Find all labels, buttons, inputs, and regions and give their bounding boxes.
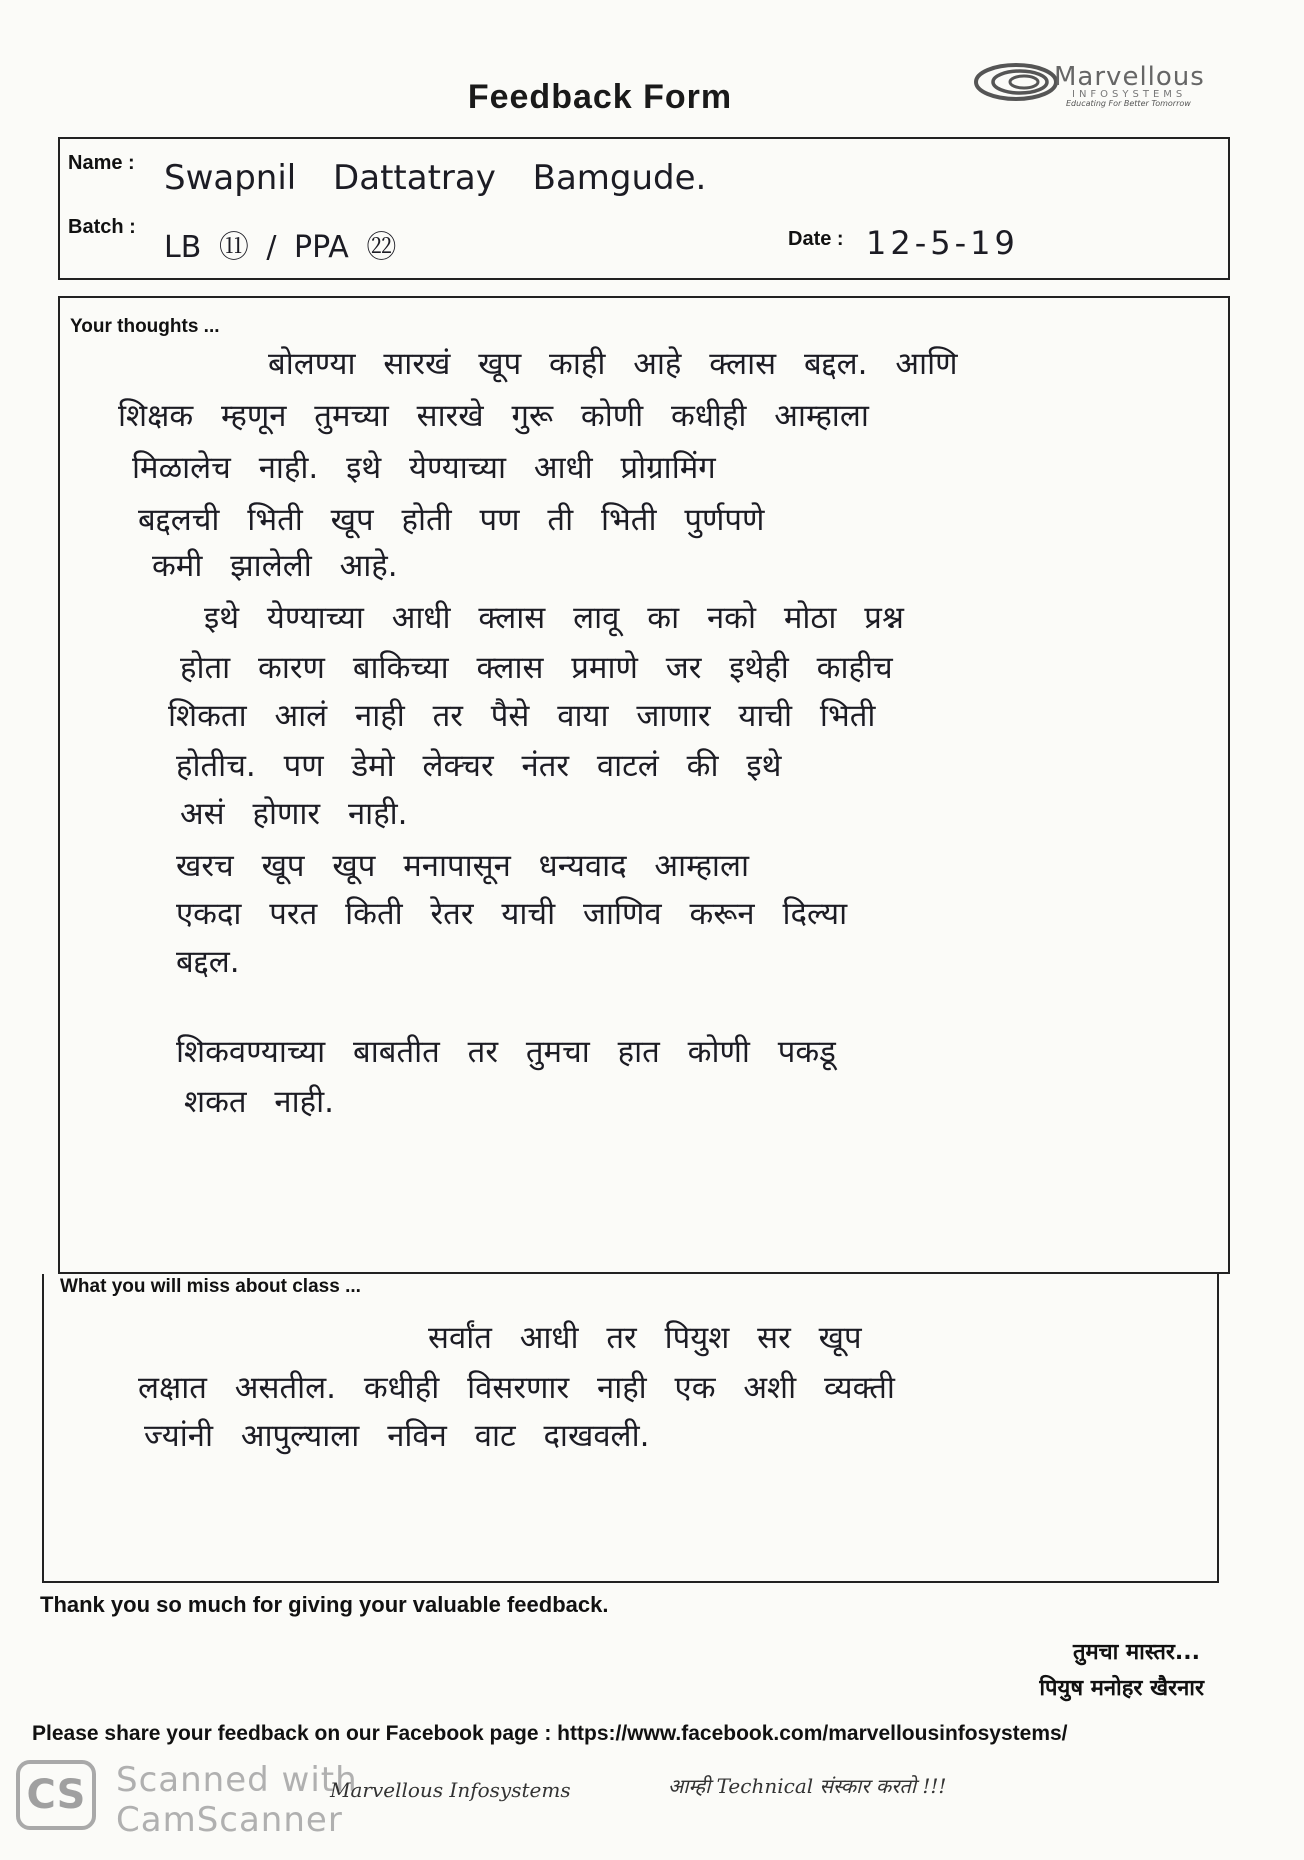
date-label: Date : [788, 228, 844, 250]
name-label: Name : [68, 152, 135, 174]
name-value: Swapnil Dattatray Bamgude. [164, 158, 707, 198]
marvellous-logo [972, 58, 1272, 108]
logo-brand: Marvellous [1054, 62, 1205, 92]
thought-line: कमी झालेली आहे. [152, 548, 398, 584]
facebook-share-text: Please share your feedback on our Facebook page : https://www.facebook.com/marvellousinfosystems/ [32, 1722, 1068, 1745]
thought-line: शिक्षक म्हणून तुमच्या सारखे गुरू कोणी कधीही आम्हाला [118, 398, 869, 434]
thought-line: बद्दलची भिती खूप होती पण ती भिती पुर्णपणे [138, 502, 765, 538]
thought-line: बोलण्या सारखं खूप काही आहे क्लास बद्दल. आणि [268, 346, 958, 382]
thought-line: असं होणार नाही. [180, 796, 408, 832]
batch-label: Batch : [68, 216, 136, 238]
thought-line: इथे येण्याच्या आधी क्लास लावू का नको मोठा प्रश्न [204, 600, 904, 636]
logo-tagline: Educating For Better Tomorrow [1066, 99, 1191, 108]
thought-line: एकदा परत किती रेतर याची जाणिव करून दिल्या [176, 896, 848, 932]
camscanner-watermark [116, 1760, 358, 1840]
thought-line: शकत नाही. [184, 1084, 334, 1120]
thought-line: होता कारण बाकिच्या क्लास प्रमाणे जर इथेही काहीच [180, 650, 893, 686]
footnote-right: आम्ही Technical संस्कार करतो !!! [668, 1774, 947, 1798]
thought-line: मिळालेच नाही. इथे येण्याच्या आधी प्रोग्रामिंग [132, 450, 716, 486]
thoughts-label: Your thoughts ... [70, 316, 220, 337]
thought-line: बद्दल. [176, 944, 240, 980]
watermark-line-2: CamScanner [116, 1800, 343, 1840]
logo-subtitle: INFOSYSTEMS [1072, 89, 1187, 100]
batch-value: LB ⑪ / PPA ㉒ [164, 230, 397, 265]
thought-line: खरच खूप खूप मनापासून धन्यवाद आम्हाला [176, 848, 749, 884]
swirl-icon [972, 58, 1062, 108]
date-value: 12-5-19 [866, 224, 1019, 262]
miss-line: सर्वांत आधी तर पियुश सर खूप [428, 1320, 862, 1356]
thought-line: शिकवण्याच्या बाबतीत तर तुमचा हात कोणी पकडू [176, 1034, 836, 1070]
signature-line-2: पियुष मनोहर खैरनार [1039, 1676, 1204, 1701]
signature-line-1: तुमचा मास्तर... [1072, 1640, 1200, 1665]
camscanner-logo: CS [16, 1760, 96, 1830]
miss-label: What you will miss about class ... [60, 1276, 361, 1297]
thanks-text: Thank you so much for giving your valuable feedback. [40, 1592, 609, 1617]
form-title: Feedback Form [467, 78, 733, 116]
footnote-left: Marvellous Infosystems [330, 1778, 571, 1802]
miss-line: ज्यांनी आपुल्याला नविन वाट दाखवली. [144, 1418, 650, 1454]
thought-line: होतीच. पण डेमो लेक्चर नंतर वाटलं की इथे [176, 748, 782, 784]
thought-line: शिकता आलं नाही तर पैसे वाया जाणार याची भिती [168, 698, 876, 734]
watermark-line-1: Scanned with [116, 1760, 358, 1800]
miss-line: लक्षात असतील. कधीही विसरणार नाही एक अशी व्यक्ती [138, 1370, 895, 1406]
